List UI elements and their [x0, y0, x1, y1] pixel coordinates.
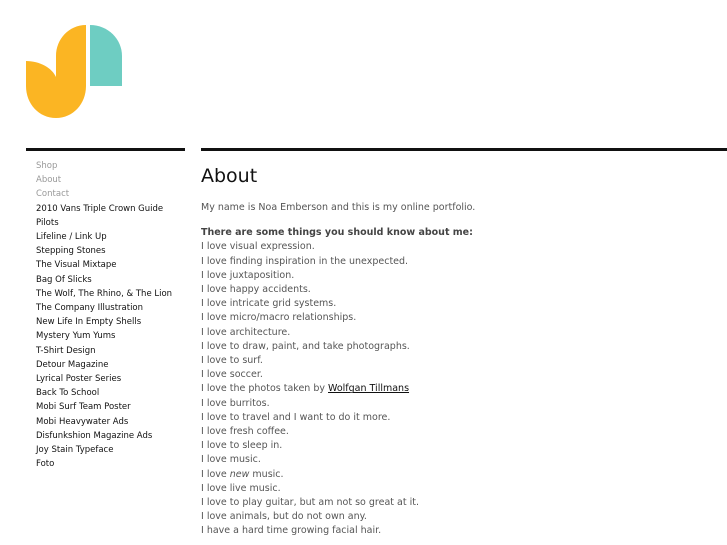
project-link-bag-of-slicks[interactable]: Bag Of Slicks [36, 274, 92, 285]
list-item: I love to surf. [201, 355, 263, 367]
nav-about[interactable]: About [36, 175, 62, 186]
list-item [201, 382, 721, 396]
nav-contact[interactable]: Contact [36, 189, 70, 200]
sidebar-rule [26, 148, 185, 151]
nav-shop[interactable]: Shop [36, 161, 58, 171]
list-item: I love fresh coffee. [201, 426, 289, 438]
sidebar-nav [36, 159, 196, 471]
project-link-detour-magazine[interactable]: Detour Magazine [36, 359, 109, 370]
primary-nav [36, 159, 196, 202]
project-link-visual-mixtape[interactable]: The Visual Mixtape [36, 260, 117, 271]
loves-list [201, 240, 721, 538]
list-item [201, 468, 721, 482]
logo-icon[interactable] [26, 25, 122, 118]
project-link-stepping-stones[interactable]: Stepping Stones [36, 246, 106, 257]
project-link-mobi-surf[interactable]: Mobi Surf Team Poster [36, 402, 131, 413]
project-link-vans-guide[interactable]: 2010 Vans Triple Crown Guide [36, 203, 164, 214]
page-title: About [201, 165, 258, 187]
project-link-new-life[interactable]: New Life In Empty Shells [36, 317, 142, 328]
logo-teal-shape [90, 25, 122, 86]
logo-yellow-shape [26, 25, 86, 118]
project-list [36, 202, 196, 472]
project-link-disfunkshion[interactable]: Disfunkshion Magazine Ads [36, 430, 153, 441]
list-item: I love finding inspiration in the unexpected. [201, 255, 409, 267]
list-item: I love intricate grid systems. [201, 298, 337, 310]
project-link-wolf-rhino-lion[interactable]: The Wolf, The Rhino, & The Lion [36, 288, 173, 299]
about-content [201, 164, 721, 539]
project-link-back-to-school[interactable]: Back To School [36, 388, 100, 399]
list-item: I love soccer. [201, 369, 263, 381]
list-item: I love to draw, paint, and take photographs. [201, 340, 410, 352]
list-item: I love burritos. [201, 397, 270, 409]
list-item: I love animals, but do not own any. [201, 511, 367, 523]
list-item: I love architecture. [201, 326, 291, 338]
project-link-mystery-yum-yums[interactable]: Mystery Yum Yums [36, 331, 116, 342]
list-item: I love visual expression. [201, 241, 315, 253]
list-item-text: I love the photos taken by [201, 383, 329, 395]
project-link-pilots[interactable]: Pilots [36, 217, 59, 228]
list-item-tail: music. [249, 468, 284, 480]
list-item: I love happy accidents. [201, 284, 311, 296]
list-item-text: I love [201, 468, 230, 480]
intro-text: My name is Noa Emberson and this is my online portfolio. [201, 202, 476, 213]
content-rule [201, 148, 727, 151]
project-link-lifeline[interactable]: Lifeline / Link Up [36, 232, 107, 243]
list-item: I love micro/macro relationships. [201, 312, 357, 324]
project-link-foto[interactable]: Foto [36, 459, 55, 470]
project-link-company-illustration[interactable]: The Company Illustration [36, 303, 144, 314]
project-link-tshirt-design[interactable]: T-Shirt Design [36, 345, 96, 356]
list-item: I have a hard time growing facial hair. [201, 525, 382, 537]
list-item: I love juxtaposition. [201, 269, 295, 281]
project-link-mobi-heavywater[interactable]: Mobi Heavywater Ads [36, 416, 129, 427]
list-item: I love live music. [201, 482, 281, 494]
things-heading: There are some things you should know about me: [201, 227, 473, 239]
list-item: I love to sleep in. [201, 440, 283, 452]
photographer-link[interactable]: Wolfgan Tillmans [328, 383, 410, 395]
emphasis-new: new [229, 468, 250, 480]
project-link-lyrical-poster[interactable]: Lyrical Poster Series [36, 374, 122, 385]
list-item: I love to play guitar, but am not so great at it. [201, 497, 419, 509]
list-item: I love music. [201, 454, 261, 466]
project-link-joy-stain[interactable]: Joy Stain Typeface [36, 445, 114, 456]
list-item: I love to travel and I want to do it more. [201, 411, 391, 423]
